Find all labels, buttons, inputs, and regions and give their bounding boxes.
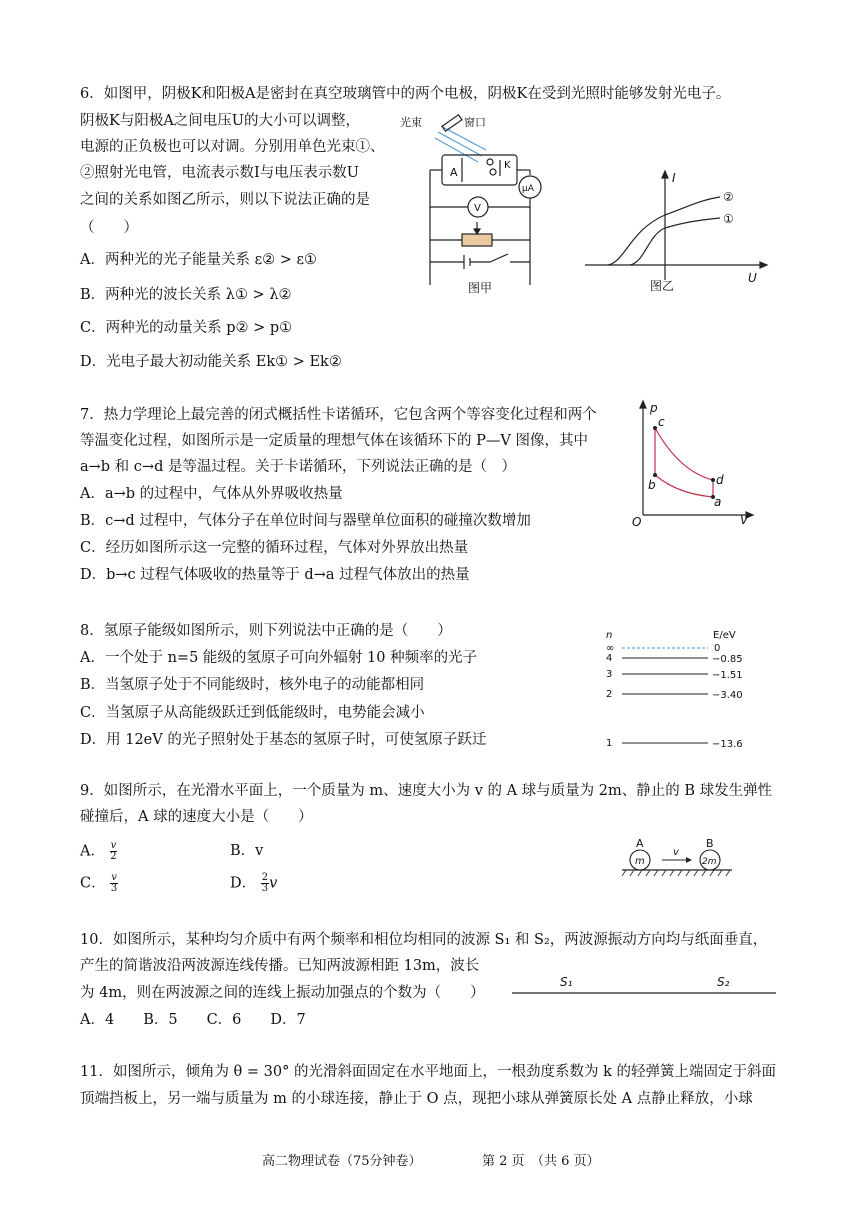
label-point-d: d — [716, 473, 724, 487]
label-s1: S₁ — [560, 975, 573, 989]
label-ball-b: B — [706, 837, 714, 850]
q10-options: A．4 B．5 C．6 D．7 — [80, 1012, 306, 1028]
q9-figure-balls — [620, 835, 735, 880]
label-n: n — [606, 630, 613, 641]
q10-line2: 产生的简谐波沿两波源连线传播。已知两波源相距 13m，波长 — [80, 958, 480, 974]
level-e-inf: 0 — [714, 643, 721, 654]
label-beam: 光束 — [400, 116, 422, 129]
q6-option-c: C．两种光的动量关系 p② > p① — [80, 320, 293, 336]
q7-line1: 7．热力学理论上最完善的闭式概括性卡诺循环，它包含两个等容变化过程和两个 — [80, 407, 597, 423]
label-axis-v: V — [740, 513, 749, 527]
q7-option-a: A．a→b 的过程中，气体从外界吸收热量 — [80, 486, 343, 502]
label-ball-a: A — [636, 837, 644, 850]
q9-line1: 9．如图所示，在光滑水平面上，一个质量为 m、速度大小为 v 的 A 球与质量为 2m、静止的 B 球发生弹性 — [80, 783, 773, 799]
label-axis-i: I — [672, 171, 676, 185]
q8-figure-energy-levels — [600, 628, 760, 753]
label-curve-2: ② — [723, 190, 734, 204]
q9-option-a-label: A． — [80, 843, 105, 860]
q7-figure-pv-graph — [628, 400, 758, 530]
q9-option-a-den: 2 — [110, 851, 117, 862]
level-n-1: 1 — [606, 738, 613, 749]
q8-option-b: B．当氢原子处于不同能级时，核外电子的动能都相同 — [80, 677, 425, 693]
q9-option-d-label: D． — [230, 875, 257, 892]
q6-line5: 之间的关系如图乙所示，则以下说法正确的是 — [80, 192, 370, 208]
q9-option-d-tail: v — [269, 875, 278, 892]
level-e-3: −1.51 — [712, 670, 743, 681]
q10-line1: 10．如图所示，某种均匀介质中有两个频率和相位均相同的波源 S₁ 和 S₂，两波源振动方向均与纸面垂直， — [80, 932, 768, 948]
level-e-1: −13.6 — [712, 739, 743, 750]
label-mass-2m: 2m — [702, 857, 717, 867]
q9-option-c — [80, 873, 118, 894]
q9-option-d-den: 3 — [261, 883, 269, 894]
q6-line6: （ ） — [80, 220, 138, 236]
q6-option-b: B．两种光的波长关系 λ① > λ② — [80, 287, 292, 303]
q9-option-a — [80, 841, 117, 862]
q9-option-b: B．v — [230, 843, 264, 859]
label-cathode-k: K — [504, 160, 511, 171]
q11-line1: 11．如图所示，倾角为 θ = 30° 的光滑斜面固定在水平地面上，一根劲度系数为 k 的轻弹簧上端固定于斜面 — [80, 1064, 776, 1080]
q9-option-d — [230, 873, 277, 894]
footer-page-number: 第 2 页 （共 6 页） — [482, 1154, 600, 1169]
q7-line2: 等温变化过程，如图所示是一定质量的理想气体在该循环下的 P—V 图像，其中 — [80, 433, 588, 449]
caption-figure-jia: 图甲 — [468, 281, 493, 295]
q9-option-d-num: 2 — [261, 872, 269, 883]
q6-line3: 电源的正负极也可以对调。分别用单色光束①、 — [80, 139, 385, 155]
label-axis-u: U — [748, 271, 757, 285]
q6-line4: ②照射光电管，电流表示数I与电压表示数U — [80, 165, 359, 181]
caption-figure-yi: 图乙 — [650, 279, 675, 293]
q10-figure-sources — [510, 970, 780, 1000]
label-s2: S₂ — [717, 975, 730, 989]
q9-option-c-den: 3 — [110, 883, 118, 894]
q8-option-a: A．一个处于 n=5 能级的氢原子可向外辐射 10 种频率的光子 — [80, 650, 478, 666]
q6-option-a: A．两种光的光子能量关系 ε② > ε① — [80, 252, 317, 268]
label-anode-a: A — [450, 166, 458, 179]
q9-line2: 碰撞后，A 球的速度大小是（ ） — [80, 809, 313, 825]
label-axis-p: p — [650, 401, 658, 415]
level-n-4: 4 — [606, 653, 613, 664]
label-point-a: a — [714, 495, 722, 509]
q6-line2: 阴极K与阳极A之间电压U的大小可以调整， — [80, 113, 361, 129]
q7-option-c: C．经历如图所示这一完整的循环过程，气体对外界放出热量 — [80, 540, 469, 556]
q11-line2: 顶端挡板上，另一端与质量为 m 的小球连接，静止于 O 点，现把小球从弹簧原长处 A 点静止释放，小球 — [80, 1091, 753, 1107]
label-point-b: b — [648, 478, 656, 492]
q6-figure-iu-graph — [580, 170, 770, 295]
q8-option-c: C．当氢原子从高能级跃迁到低能级时，电势能会减小 — [80, 705, 425, 721]
label-origin: O — [632, 515, 642, 529]
q6-option-d: D．光电子最大初动能关系 Ek① > Ek② — [80, 354, 342, 370]
q7-option-d: D．b→c 过程气体吸收的热量等于 d→a 过程气体放出的热量 — [80, 567, 470, 583]
level-n-3: 3 — [606, 669, 613, 680]
level-e-4: −0.85 — [712, 654, 743, 665]
label-velocity: v — [673, 847, 679, 858]
label-point-c: c — [658, 415, 665, 429]
q9-option-a-num: v — [110, 840, 117, 851]
footer-exam-title: 高二物理试卷（75分钟卷） — [262, 1154, 422, 1169]
q7-line3: a→b 和 c→d 是等温过程。关于卡诺循环，下列说法正确的是（ ） — [80, 459, 516, 475]
q8-line1: 8．氢原子能级如图所示，则下列说法中正确的是（ ） — [80, 623, 452, 639]
q9-option-c-num: v — [111, 872, 117, 883]
label-curve-1: ① — [723, 212, 734, 226]
level-e-2: −3.40 — [712, 690, 743, 701]
label-voltmeter: V — [474, 203, 481, 214]
level-n-2: 2 — [606, 689, 613, 700]
q8-option-d: D．用 12eV 的光子照射处于基态的氢原子时，可使氢原子跃迁 — [80, 732, 487, 748]
label-ammeter: μA — [522, 184, 534, 194]
label-window: 窗口 — [464, 116, 486, 129]
q10-line3: 为 4m，则在两波源之间的连线上振动加强点的个数为（ ） — [80, 985, 485, 1001]
q9-option-c-label: C． — [80, 875, 106, 892]
label-energy-unit: E/eV — [713, 630, 736, 641]
q6-figure-circuit — [390, 110, 565, 295]
q6-line1: 6．如图甲，阴极K和阳极A是密封在真空玻璃管中的两个电极，阴极K在受到光照时能够发射光电子。 — [80, 86, 731, 102]
q7-option-b: B．c→d 过程中，气体分子在单位时间与器壁单位面积的碰撞次数增加 — [80, 513, 531, 529]
label-mass-m: m — [635, 856, 645, 867]
level-n-inf: ∞ — [606, 643, 615, 654]
